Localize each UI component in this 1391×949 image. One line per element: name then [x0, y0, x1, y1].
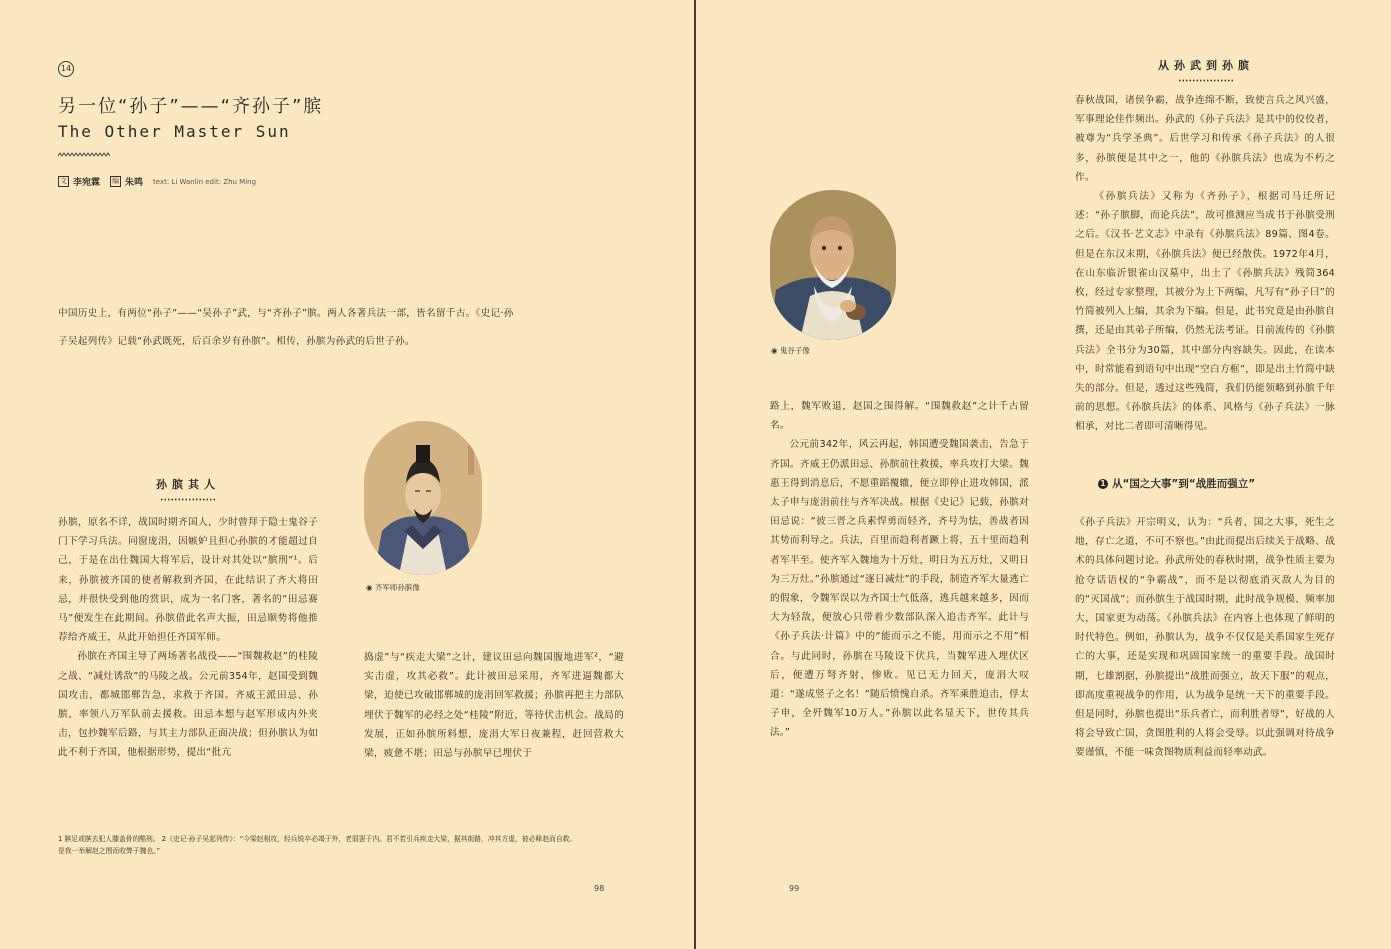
body-column-4	[1075, 91, 1335, 437]
sun-bin-portrait	[364, 421, 482, 575]
credits-english: text: Li Wanlin edit: Zhu Ming	[153, 177, 257, 186]
book-spine	[694, 0, 696, 949]
body-paragraph: 春秋战国，诸侯争霸，战争连绵不断，致使言兵之风兴盛，军事理论佳作频出。孙武的《孙子兵法》是其中的佼佼者，被尊为“兵学圣典”。后世学习和传承《孙子兵法》的人很多，孙膑便是其中之一，他的《孙膑兵法》也成为不朽之作。	[1075, 95, 1335, 183]
guiguzi-portrait-caption: ◉ 鬼谷子像	[771, 346, 810, 355]
subsection-heading	[1098, 476, 1255, 491]
page-header-dots	[1178, 79, 1234, 82]
edit-credit-mark: 编	[112, 177, 120, 185]
footnote-line-1: 1 膑足或膑去犯人膝盖骨的酷刑。 2《史记·孙子吴起列传》：“今梁赵相攻，轻兵锐卒必竭于外，老弱罢于内。君不若引兵疾走大梁，据其街路，冲其方虚，彼必释赵而自救。	[58, 835, 577, 843]
section-title: 孙膑其人	[156, 478, 220, 491]
body-column-2	[364, 648, 624, 763]
section-title-dots	[160, 498, 216, 501]
body-paragraph: 捣虚”与“疾走大梁”之计，建议田忌向魏国腹地进军²，“避实击虚，攻其必救”。此计被田忌采用，齐军进逼魏都大梁，迫使已攻破邯郸城的庞涓回军救援；孙膑再把主力部队埋伏于魏军的必经之处“桂陵”附近，等待伏击机会。战局的发展，正如孙膑所料想，庞涓大军日夜兼程，赶回营救大梁，疲惫不堪；田忌与孙膑早已埋伏于	[364, 652, 624, 760]
page-header: 从孙武到孙膑	[1158, 59, 1254, 72]
guiguzi-portrait	[770, 190, 896, 340]
body-column-1	[58, 513, 318, 763]
body-paragraph: 孙膑，原名不详，战国时期齐国人，少时曾拜于隐士鬼谷子门下学习兵法。同窗庞涓，因嫉妒且担心孙膑的才能超过自己，于是在出仕魏国大将军后，设计对其处以“膑刑”¹。后来，孙膑被齐国的使者解救到齐国，在此结识了齐大将田忌，并很快受到他的赏识，成为一名门客，著名的“田忌赛马”便发生在此期间。孙膑借此名声大振，田忌顺势将他推荐给齐威王，从此开始担任齐国军师。	[58, 517, 318, 644]
body-paragraph: 孙膑在齐国主导了两场著名战役——“围魏救赵”的桂陵之战、“减灶诱敌”的马陵之战。公元前354年，赵国受到魏国攻击，都城邯郸告急，求救于齐国。齐威王派田忌、孙膑，率领八万军队前去援救。田忌本想与赵军形成内外夹击，包抄魏军后路，与其主力部队正面决战；但孙膑认为如此不利于齐国，他根据形势，提出“批亢	[58, 651, 318, 759]
credits-line	[58, 175, 264, 188]
page-number-left: 98	[594, 884, 605, 893]
body-paragraph: 路上，魏军败退，赵国之围得解。“围魏救赵”之计千古留名。	[770, 401, 1029, 432]
body-column-3	[770, 397, 1029, 743]
issue-number-badge: 14	[58, 61, 74, 77]
footnote-line-2: 是我一举解赵之围而收弊于魏也。”	[58, 847, 161, 855]
title-divider-ornament	[58, 152, 110, 157]
subsection-number-badge: 1	[1098, 479, 1108, 489]
body-paragraph: 《孙膑兵法》又称为《齐孙子》，根据司马迁所记述：“孙子膑脚，而论兵法”，故可推测应当成书于孙膑受刑之后。《汉书·艺文志》中录有《孙膑兵法》89篇、图4卷。但是在东汉末期，《孙膑兵法》便已经散佚。1972年4月，在山东临沂银雀山汉墓中，出土了《孙膑兵法》残简364枚，经过专家整理，其被分为上下两编，凡写有“孙子曰”的竹简被列入上编，其余为下编。但是，此书究竟是由孙膑自撰，还是由其弟子所编，仍然无法考证。目前流传的《孙膑兵法》全书分为30篇，其中部分内容缺失。因此，在读本中，时常能看到语句中出现“空白方框”，即是出土竹简中缺失的部分。但是，透过这些残简，我们仍能领略到孙膑千年前的思想。《孙膑兵法》的体系、风格与《孙子兵法》一脉相承，对比二者即可清晰得见。	[1075, 191, 1335, 433]
intro-line-2: 子吴起列传》记载“孙武既死，后百余岁有孙膑”。相传，孙膑为孙武的后世子孙。	[58, 336, 415, 347]
author-name: 李宛霖	[73, 178, 101, 188]
editor-name: 朱鸣	[125, 178, 144, 188]
article-title: 另一位“孙子”——“齐孙子”膑	[58, 96, 324, 117]
subsection-title: 从“国之大事”到“战胜而强立”	[1112, 478, 1256, 490]
page-number-right: 99	[789, 884, 800, 893]
intro-paragraph	[58, 300, 578, 356]
sun-bin-portrait-caption: ◉ 齐军师孙膑像	[366, 583, 420, 592]
footnotes	[58, 833, 638, 857]
article-title-english: The Other Master Sun	[58, 122, 291, 141]
body-paragraph: 公元前342年，风云再起，韩国遭受魏国袭击，告急于齐国。齐威王仍派田忌、孙膑前往救援，率兵攻打大梁。魏惠王得到消息后，不愿重蹈覆辙，便立即停止进攻韩国，派太子申与庞涓前往与齐军决战。根据《史记》记载，孙膑对田忌说：“彼三晋之兵素悍勇而轻齐，齐号为怯，善战者因其势而利导之。兵法，百里而趋利者蹶上将，五十里而趋利者军半至。使齐军入魏地为十万灶，明日为五万灶，又明日为三万灶。”孙膑通过“逐日减灶”的手段，制造齐军大量逃亡的假象，令魏军误以为齐国士气低落，逃兵越来越多，因而大为轻敌，便放心只带着少数部队深入追击齐军。此计与《孙子兵法·计篇》中的“能而示之不能，用而示之不用”相合。与此同时，孙膑在马陵设下伏兵，当魏军进入埋伏区后，便遭万弩齐射，惨败。见已无力回天，庞涓大叹道：“遂成竖子之名！”随后愤愧自杀。齐军乘胜追击，俘太子申，全歼魏军10万人。”孙膑以此名显天下，世传其兵法。”	[770, 439, 1029, 739]
text-credit-mark: 文	[60, 177, 67, 185]
intro-line-1: 中国历史上，有两位“孙子”——“吴孙子”武，与“齐孙子”膑。两人各著兵法一部，皆名留千古。《史记·孙	[58, 308, 514, 319]
body-paragraph: 《孙子兵法》开宗明义，认为：“兵者，国之大事，死生之地，存亡之道，不可不察也。”由此而提出后续关于战略、战术的具体问题讨论。孙武所处的春秋时期，战争性质主要为抢夺话语权的“争霸战”，而不是以彻底消灭敌人为目的的“灭国战”；而孙膑生于战国时期，此时战争规模、频率加大，国家更为动荡。《孙膑兵法》在内容上也体现了鲜明的时代特色。例如，孙膑认为，战争不仅仅是关系国家生死存亡的大事，还是实现和巩固国家统一的重要手段。战国时期，七雄割据，孙膑提出“战胜而强立，故天下服”的观点，即高度重视战争的作用，认为战争是统一天下的重要手段。但是同时，孙膑也提出“乐兵者亡，而利胜者辱”，好战的人将会导致亡国，贪图胜利的人将会受辱。以此强调对待战争要谨慎，不能一味贪图物质利益而轻率动武。	[1075, 517, 1335, 759]
body-column-4b	[1075, 513, 1335, 763]
